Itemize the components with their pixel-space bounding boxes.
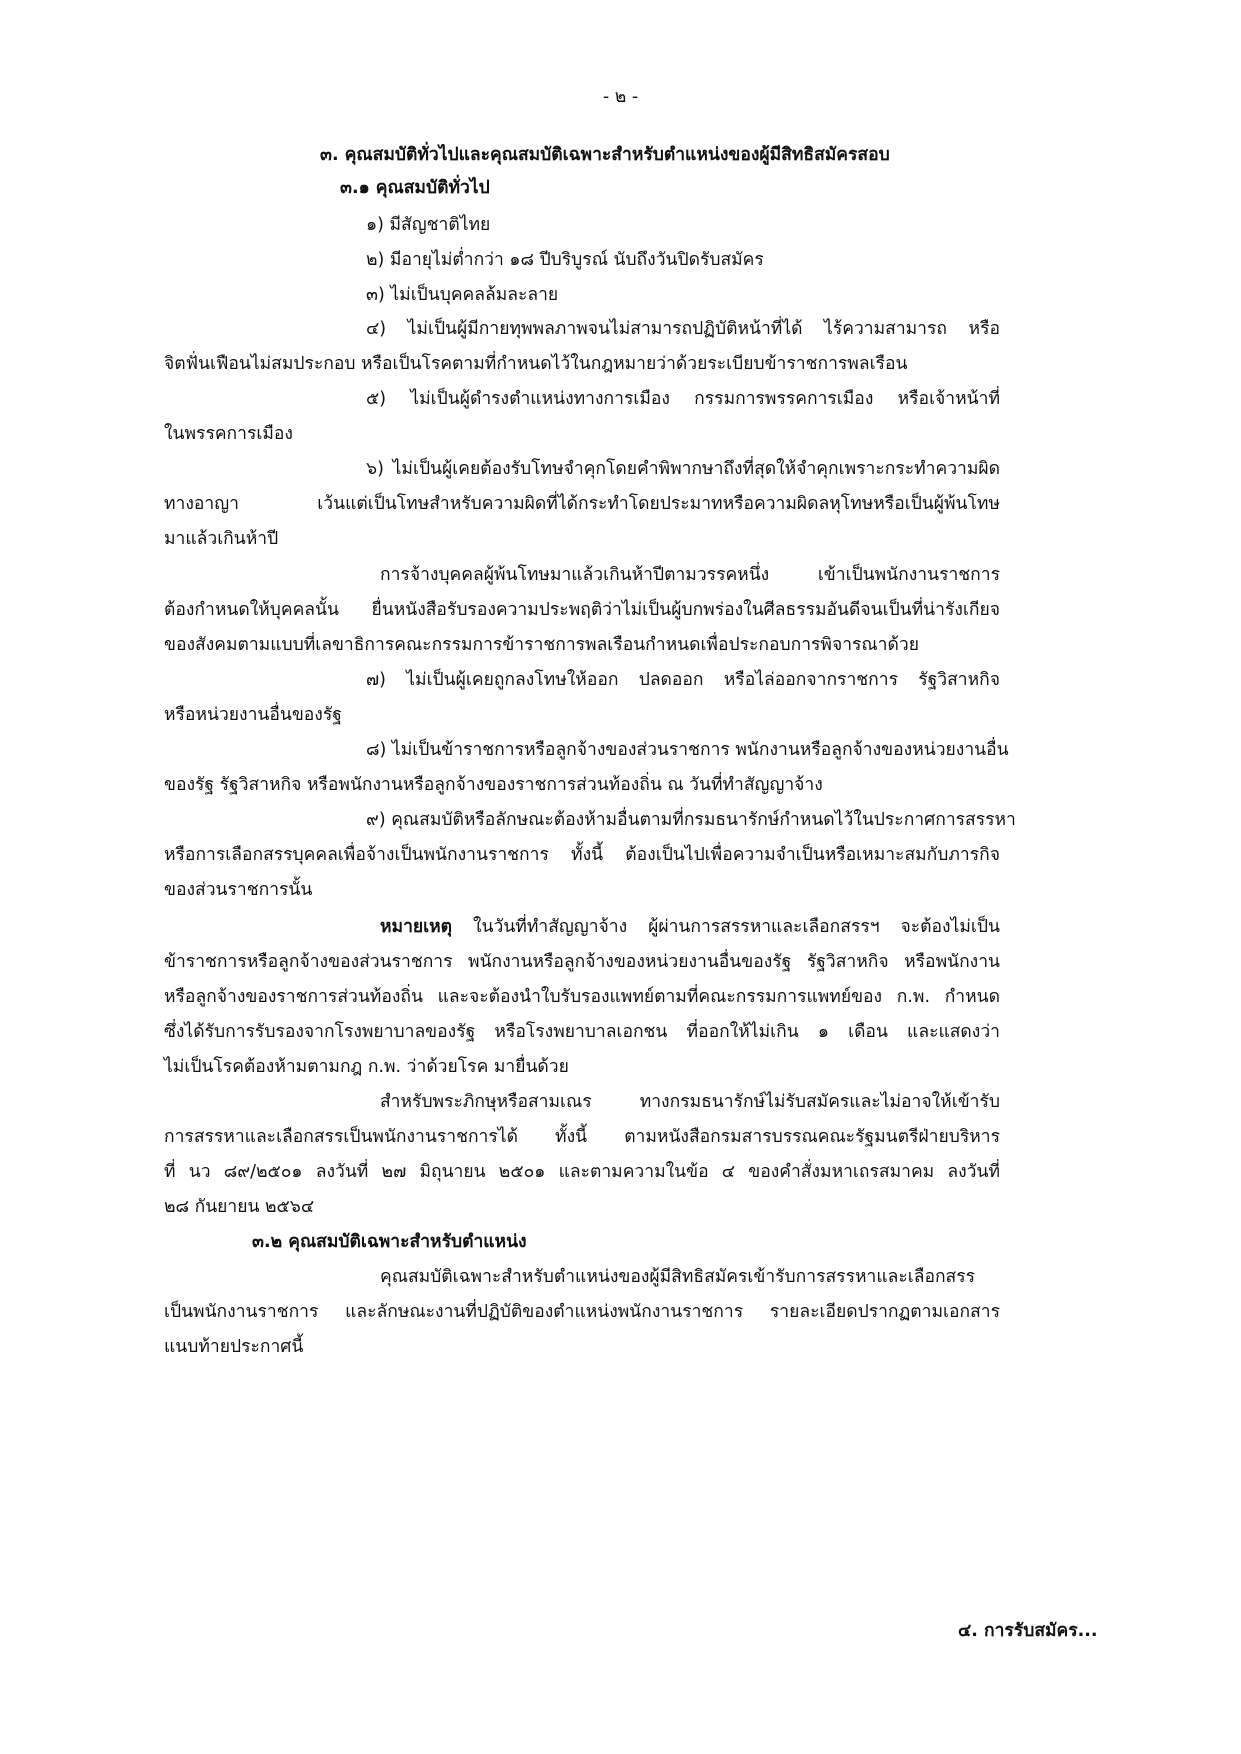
item-6-paragraph-line-2: ต้องกำหนดให้บุคคลนั้น ยื่นหนังสือรับรองความประพฤติว่าไม่เป็นผู้บกพร่องในศีลธรรมอันดีจนเป็นที่น่ารังเกียจ bbox=[164, 600, 1000, 620]
monk-paragraph-line-3: ที่ นว ๘๙/๒๕๐๑ ลงวันที่ ๒๗ มิถุนายน ๒๕๐๑ และตามความในข้อ ๔ ของคำสั่งมหาเถรสมาคม ลงวันที่ bbox=[164, 1162, 1000, 1182]
note-line-5: ไม่เป็นโรคต้องห้ามตามกฎ ก.พ. ว่าด้วยโรค มายื่นด้วย bbox=[164, 1057, 569, 1077]
item-6-line-1: ๖) ไม่เป็นผู้เคยต้องรับโทษจำคุกโดยคำพิพากษาถึงที่สุดให้จำคุกเพราะกระทำความผิด bbox=[366, 459, 1000, 479]
monk-paragraph-line-1: สำหรับพระภิกษุหรือสามเณร ทางกรมธนารักษ์ไม่รับสมัครและไม่อาจให้เข้ารับ bbox=[380, 1092, 1000, 1112]
note-line-4: ซึ่งได้รับการรับรองจากโรงพยาบาลของรัฐ หรือโรงพยาบาลเอกชน ที่ออกให้ไม่เกิน ๑ เดือน และแสดงว่า bbox=[164, 1022, 1000, 1042]
item-7-line-2: หรือหน่วยงานอื่นของรัฐ bbox=[164, 705, 342, 725]
item-1: ๑) มีสัญชาติไทย bbox=[366, 215, 491, 235]
note-line-3: หรือลูกจ้างของราชการส่วนท้องถิ่น และจะต้องนำใบรับรองแพทย์ตามที่คณะกรรมการแพทย์ของ ก.พ. กำหนด bbox=[164, 987, 1000, 1007]
item-5-line-2: ในพรรคการเมือง bbox=[164, 424, 293, 444]
continuation-text: ๔. การรับสมัคร... bbox=[958, 1621, 1098, 1641]
item-9-line-3: ของส่วนราชการนั้น bbox=[164, 880, 313, 900]
section-3-2-line-3: แนบท้ายประกาศนี้ bbox=[164, 1337, 304, 1357]
item-4-line-1: ๔) ไม่เป็นผู้มีกายทุพพลภาพจนไม่สามารถปฏิบัติหน้าที่ได้ ไร้ความสามารถ หรือ bbox=[366, 319, 1000, 339]
section-3-1-heading: ๓.๑ คุณสมบัติทั่วไป bbox=[340, 178, 490, 198]
section-3-2-heading: ๓.๒ คุณสมบัติเฉพาะสำหรับตำแหน่ง bbox=[252, 1232, 527, 1252]
item-9-line-2: หรือการเลือกสรรบุคคลเพื่อจ้างเป็นพนักงานราชการ ทั้งนี้ ต้องเป็นไปเพื่อความจำเป็นหรือเหมาะสมกับภารกิจ bbox=[164, 845, 1000, 865]
section-3-heading: ๓. คุณสมบัติทั่วไปและคุณสมบัติเฉพาะสำหรับตำแหน่งของผู้มีสิทธิสมัครสอบ bbox=[320, 145, 890, 165]
note-line-1 bbox=[380, 912, 1000, 942]
note-text: ในวันที่ทำสัญญาจ้าง ผู้ผ่านการสรรหาและเลือกสรรฯ จะต้องไม่เป็น bbox=[452, 917, 1000, 937]
item-6-paragraph-line-1: การจ้างบุคคลผู้พ้นโทษมาแล้วเกินห้าปีตามวรรคหนึ่ง เข้าเป็นพนักงานราชการ bbox=[380, 565, 1000, 585]
note-label: หมายเหตุ bbox=[380, 917, 453, 937]
section-3-2-line-2: เป็นพนักงานราชการ และลักษณะงานที่ปฏิบัติของตำแหน่งพนักงานราชการ รายละเอียดปรากฏตามเอกสาร bbox=[164, 1302, 1000, 1322]
item-5-line-1: ๕) ไม่เป็นผู้ดำรงตำแหน่งทางการเมือง กรรมการพรรคการเมือง หรือเจ้าหน้าที่ bbox=[366, 389, 1000, 409]
item-7-line-1: ๗) ไม่เป็นผู้เคยถูกลงโทษให้ออก ปลดออก หรือไล่ออกจากราชการ รัฐวิสาหกิจ bbox=[366, 670, 1000, 690]
page-number: - ๒ - bbox=[602, 87, 639, 107]
item-8-line-2: ของรัฐ รัฐวิสาหกิจ หรือพนักงานหรือลูกจ้างของราชการส่วนท้องถิ่น ณ วันที่ทำสัญญาจ้าง bbox=[164, 775, 823, 795]
monk-paragraph-line-2: การสรรหาและเลือกสรรเป็นพนักงานราชการได้ ทั้งนี้ ตามหนังสือกรมสารบรรณคณะรัฐมนตรีฝ่ายบริหาร bbox=[164, 1127, 1000, 1147]
monk-paragraph-line-4: ๒๘ กันยายน ๒๕๖๔ bbox=[164, 1197, 315, 1217]
note-line-2: ข้าราชการหรือลูกจ้างของส่วนราชการ พนักงานหรือลูกจ้างของหน่วยงานอื่นของรัฐ รัฐวิสาหกิจ หรือพนักงาน bbox=[164, 952, 1000, 972]
item-9-line-1: ๙) คุณสมบัติหรือลักษณะต้องห้ามอื่นตามที่กรมธนารักษ์กำหนดไว้ในประกาศการสรรหา bbox=[366, 810, 1016, 830]
section-3-2-line-1: คุณสมบัติเฉพาะสำหรับตำแหน่งของผู้มีสิทธิสมัครเข้ารับการสรรหาและเลือกสรร bbox=[380, 1267, 976, 1287]
item-6-line-3: มาแล้วเกินห้าปี bbox=[164, 529, 279, 549]
item-3: ๓) ไม่เป็นบุคคลล้มละลาย bbox=[366, 285, 559, 305]
item-2: ๒) มีอายุไม่ต่ำกว่า ๑๘ ปีบริบูรณ์ นับถึงวันปิดรับสมัคร bbox=[366, 250, 764, 270]
item-8-line-1: ๘) ไม่เป็นข้าราชการหรือลูกจ้างของส่วนราชการ พนักงานหรือลูกจ้างของหน่วยงานอื่น bbox=[366, 740, 1009, 760]
item-6-paragraph-line-3: ของสังคมตามแบบที่เลขาธิการคณะกรรมการข้าราชการพลเรือนกำหนดเพื่อประกอบการพิจารณาด้วย bbox=[164, 635, 919, 655]
item-4-line-2: จิตฟั่นเฟือนไม่สมประกอบ หรือเป็นโรคตามที่กำหนดไว้ในกฎหมายว่าด้วยระเบียบข้าราชการพลเรือน bbox=[164, 354, 908, 374]
item-6-line-2: ทางอาญา เว้นแต่เป็นโทษสำหรับความผิดที่ได้กระทำโดยประมาทหรือความผิดลหุโทษหรือเป็นผู้พ้นโทษ bbox=[164, 494, 1000, 514]
